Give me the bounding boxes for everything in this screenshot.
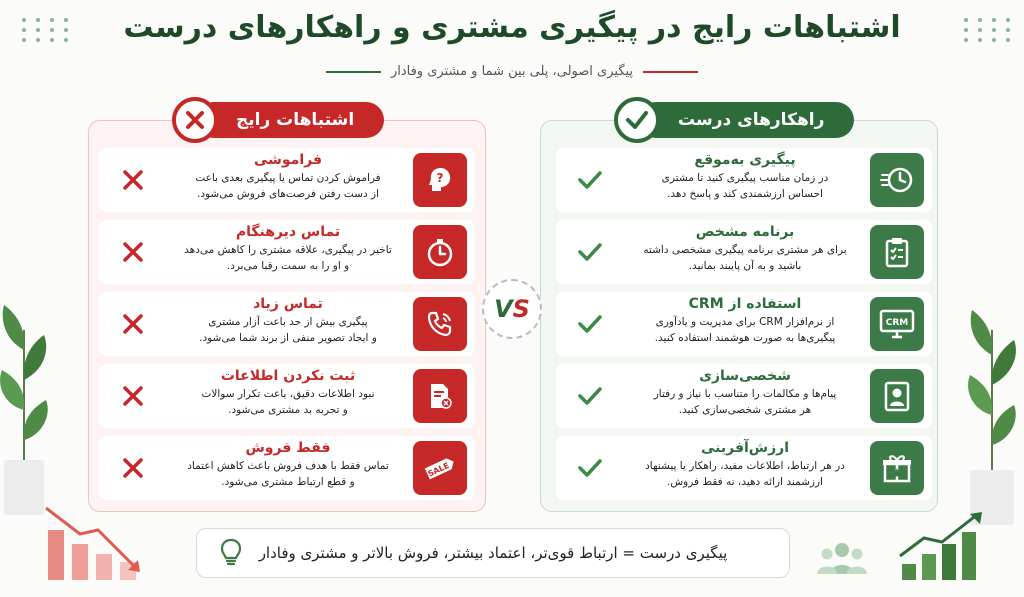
- mistake-title: فقط فروش: [245, 440, 331, 456]
- solution-desc-line1: در هر ارتباط، اطلاعات مفید، راهکار یا پیشنهاد: [645, 460, 845, 472]
- mistakes-header: [172, 100, 384, 140]
- mistakes-header-label: اشتباهات رایج: [196, 102, 384, 138]
- crm-monitor-icon: [870, 297, 924, 351]
- solution-title: پیگیری به‌موقع: [694, 152, 796, 168]
- mistake-title: فراموشی: [253, 152, 323, 168]
- subtitle: پیگیری اصولی، پلی بین شما و مشتری وفادار: [390, 64, 634, 79]
- vs-badge: [482, 279, 542, 339]
- mistake-item-sales-only: [99, 436, 475, 500]
- mistake-item-text: [173, 152, 403, 202]
- solution-desc-line1: پیام‌ها و مکالمات را متناسب با نیاز و رفتار: [653, 388, 837, 400]
- solution-desc-line2: احساس ارزشمندی کند و پاسخ دهد.: [667, 188, 823, 200]
- solution-item-personalization: [556, 364, 932, 428]
- mistake-item-text: [173, 224, 403, 274]
- mistake-desc-line1: تماس فقط با هدف فروش باعث کاهش اعتماد: [187, 460, 389, 472]
- vs-letter-s: S: [512, 295, 530, 323]
- solution-item-text: [630, 368, 860, 418]
- solution-desc-line1: از نرم‌افزار CRM برای مدیریت و یادآوری: [655, 316, 835, 328]
- mistake-title: تماس زیاد: [253, 296, 323, 312]
- sale-tag-icon: [413, 441, 467, 495]
- mistake-desc-line1: نبود اطلاعات دقیق، باعت تکرار سوالات: [201, 388, 375, 400]
- summary-footer: [196, 528, 790, 578]
- subtitle-row: [0, 64, 1024, 79]
- mistake-desc-line1: فراموش کردن تماس یا پیگیری بعدی باعت: [195, 172, 381, 184]
- crm-icon-text: CRM: [885, 318, 909, 328]
- phone-icon: [413, 297, 467, 351]
- gift-icon: [870, 441, 924, 495]
- mistake-item-text: [173, 440, 403, 490]
- mistake-desc-line2: و تجربه بد مشتری می‌شود.: [228, 404, 348, 416]
- check-circle-icon: [614, 97, 660, 143]
- team-icon: [816, 540, 868, 576]
- solution-desc-line1: در زمان مناسب پیگیری کنید تا مشتری: [661, 172, 829, 184]
- solution-item-timely: [556, 148, 932, 212]
- check-mark-icon: [574, 236, 606, 268]
- solution-item-text: [630, 152, 860, 202]
- solution-desc-line2: باشید و به آن پایبند بمانید.: [688, 260, 802, 272]
- subtitle-line-left: [326, 71, 381, 73]
- clipboard-icon: [870, 225, 924, 279]
- head-question-icon: [413, 153, 467, 207]
- clock-icon: [870, 153, 924, 207]
- mistake-desc-line1: تاخیر در پیگیری، علاقه مشتری را کاهش می‌دهد: [184, 244, 392, 256]
- solution-desc-line2: پیگیری‌ها به صورت هوشمند استفاده کنید.: [654, 332, 836, 344]
- check-mark-icon: [574, 308, 606, 340]
- mistake-item-text: [173, 296, 403, 346]
- check-mark-icon: [574, 452, 606, 484]
- plant-right-icon: [958, 300, 1024, 530]
- x-mark-icon: [117, 164, 149, 196]
- x-mark-icon: [117, 380, 149, 412]
- mistake-desc-line2: و او را به سمت رقبا می‌برد.: [226, 260, 350, 272]
- mistake-desc-line2: و قطع ارتباط مشتری می‌شود.: [221, 476, 355, 488]
- x-mark-icon: [117, 308, 149, 340]
- mistake-item-too-many-calls: [99, 292, 475, 356]
- growth-chart-icon: [898, 510, 988, 582]
- document-x-icon: [413, 369, 467, 423]
- declining-chart-icon: [40, 500, 150, 582]
- solution-item-plan: [556, 220, 932, 284]
- solution-desc-line2: هر مشتری شخصی‌سازی کنید.: [678, 404, 812, 416]
- solution-desc-line1: برای هر مشتری برنامه پیگیری مشخصی داشته: [643, 244, 847, 256]
- svg-text:SALE: SALE: [426, 460, 451, 479]
- vs-letter-v: V: [494, 295, 513, 323]
- plant-left-icon: [0, 290, 60, 520]
- subtitle-line-right: [643, 71, 698, 73]
- summary-text: پیگیری درست = ارتباط قوی‌تر، اعتماد بیشتر، فروش بالاتر و مشتری وفادار: [258, 544, 728, 562]
- solution-item-crm: [556, 292, 932, 356]
- mistake-item-late-call: [99, 220, 475, 284]
- solution-title: ارزش‌آفرینی: [700, 440, 790, 456]
- mistake-item-no-records: [99, 364, 475, 428]
- check-mark-icon: [574, 380, 606, 412]
- mistake-desc-line2: و ایجاد تصویر منفی از برند شما می‌شود.: [199, 332, 377, 344]
- solution-title: برنامه مشخص: [695, 224, 795, 240]
- lightbulb-icon: [219, 538, 243, 572]
- x-mark-icon: [117, 236, 149, 268]
- mistake-item-text: [173, 368, 403, 418]
- mistake-title: تماس دیرهنگام: [235, 224, 341, 240]
- person-card-icon: [870, 369, 924, 423]
- solutions-header: [614, 100, 854, 140]
- solution-item-text: [630, 296, 860, 346]
- solution-item-text: [630, 224, 860, 274]
- solution-title: استفاده از CRM: [688, 296, 802, 312]
- mistake-title: ثبت نکردن اطلاعات: [220, 368, 356, 384]
- stopwatch-icon: [413, 225, 467, 279]
- x-circle-icon: [172, 97, 218, 143]
- mistake-desc-line1: پیگیری بیش از حد باعت آزار مشتری: [208, 316, 368, 328]
- solutions-header-label: راهکارهای درست: [638, 102, 854, 138]
- solution-item-text: [630, 440, 860, 490]
- solution-desc-line2: ارزشمند ارائه دهید، نه فقط فروش.: [667, 476, 823, 488]
- mistake-item-forgetting: [99, 148, 475, 212]
- page-title: اشتباهات رایج در پیگیری مشتری و راهکارهای درست: [123, 10, 901, 45]
- solution-item-value-creation: [556, 436, 932, 500]
- check-mark-icon: [574, 164, 606, 196]
- svg-text:?: ?: [436, 171, 444, 185]
- mistake-desc-line2: از دست رفتن فرصت‌های فروش می‌شود.: [196, 188, 380, 200]
- x-mark-icon: [117, 452, 149, 484]
- solution-title: شخصی‌سازی: [699, 368, 791, 384]
